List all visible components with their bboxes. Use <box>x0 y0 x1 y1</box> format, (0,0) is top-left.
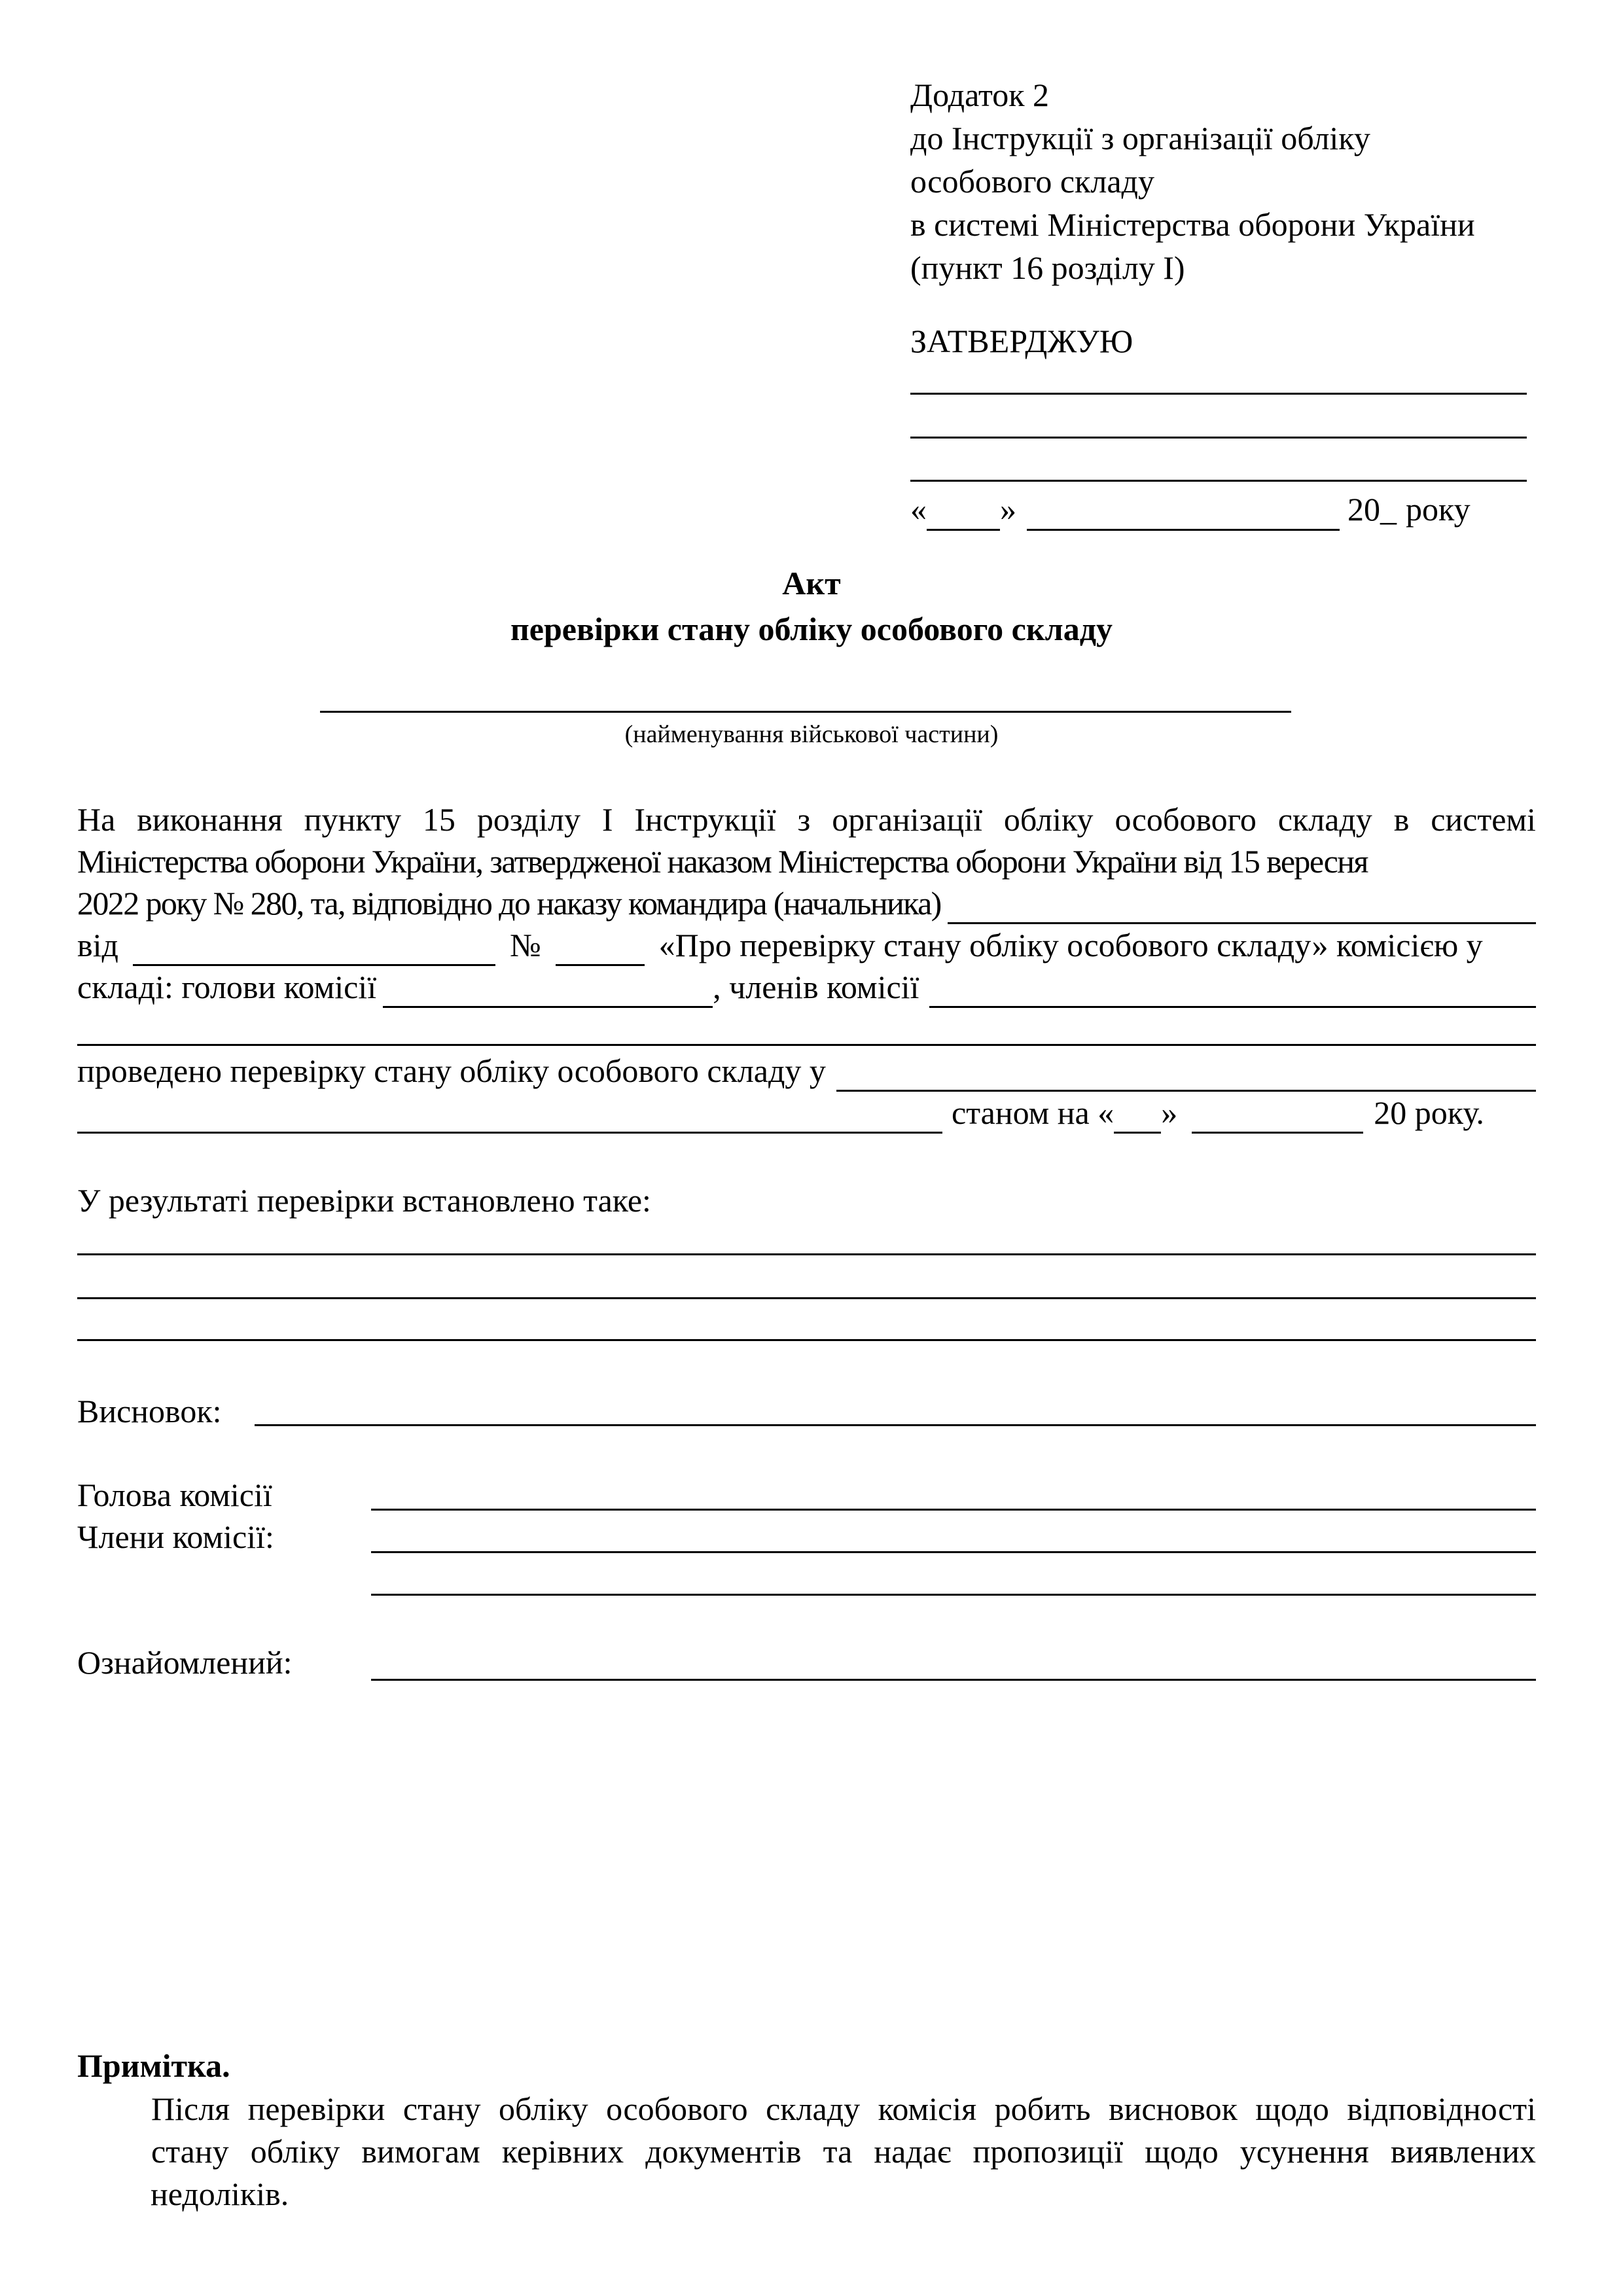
note-word: виявлених <box>1390 2133 1536 2170</box>
approver-name-field[interactable] <box>910 437 1527 439</box>
note-word: Після <box>151 2090 230 2127</box>
note-word: складу <box>766 2090 861 2127</box>
appendix-ref-line: особового складу <box>910 163 1154 200</box>
note-word: робить <box>994 2090 1091 2127</box>
results-label: У результаті перевірки встановлено таке: <box>77 1182 651 1219</box>
note-word: документів <box>645 2133 802 2170</box>
body-word: з <box>797 801 811 838</box>
body-word: 15 <box>422 801 455 838</box>
close-quote: » <box>1000 491 1016 528</box>
appendix-header <box>910 73 1475 289</box>
acknowledged-signature-field[interactable] <box>371 1679 1536 1681</box>
body-word: На <box>77 801 116 838</box>
commission-members-field-continued[interactable] <box>77 1044 1536 1046</box>
commander-name-field[interactable] <box>948 892 1536 924</box>
results-field-line-3[interactable] <box>77 1339 1536 1341</box>
approve-label: ЗАТВЕРДЖУЮ <box>910 323 1133 359</box>
body-line-4 <box>77 924 1536 966</box>
body-line-8 <box>77 1092 1524 1134</box>
unit-name-caption: (найменування військової частини) <box>624 721 999 748</box>
note-word: висновок <box>1108 2090 1238 2127</box>
approval-day-field[interactable] <box>927 496 1000 531</box>
approver-position-field[interactable] <box>910 393 1527 395</box>
acknowledged-label: Ознайомлений: <box>77 1644 293 1681</box>
commission-chair-field[interactable] <box>383 976 713 1008</box>
body-line-7 <box>77 1050 1536 1092</box>
as-of-close-quote: » <box>1161 1094 1178 1131</box>
note-word: щодо <box>1145 2133 1219 2170</box>
appendix-ref-line: в системі Міністерства оборони України <box>910 206 1475 243</box>
order-title-text: «Про перевірку стану обліку особового складу» комісією у <box>658 927 1483 963</box>
body-word: Інструкції <box>634 801 776 838</box>
inspected-unit-field[interactable] <box>836 1060 1536 1092</box>
open-quote: « <box>910 491 927 528</box>
note-body <box>151 2088 1536 2215</box>
body-line-2: Міністерства оборони України, затвердженої наказом Міністерства оборони України від 15 вересня <box>77 843 1368 880</box>
note-word: перевірки <box>247 2090 385 2127</box>
results-field-line-2[interactable] <box>77 1297 1536 1299</box>
note-word: пропозиції <box>972 2133 1124 2170</box>
body-word: в <box>1393 801 1410 838</box>
as-of-text: станом на « <box>952 1094 1115 1131</box>
note-word: обліку <box>250 2133 340 2170</box>
body-word: обліку <box>1003 801 1094 838</box>
document-subtitle: перевірки стану обліку особового складу <box>510 611 1113 647</box>
note-word: стану <box>151 2133 229 2170</box>
note-word: та <box>823 2133 853 2170</box>
note-word: усунення <box>1240 2133 1369 2170</box>
note-word: щодо <box>1255 2090 1329 2127</box>
order-number-sign: № <box>509 927 541 963</box>
body-line-5 <box>77 966 1536 1008</box>
note-word: обліку <box>499 2090 588 2127</box>
commission-members-prefix: , членів комісії <box>713 969 919 1005</box>
chair-label: Голова комісії <box>77 1477 272 1513</box>
commission-members-field[interactable] <box>929 976 1536 1008</box>
order-number-field[interactable] <box>556 934 645 966</box>
inspected-unit-field-continued[interactable] <box>77 1102 942 1134</box>
body-word: складу <box>1277 801 1372 838</box>
conclusion-field[interactable] <box>255 1424 1536 1426</box>
body-word: системі <box>1431 801 1536 838</box>
members-label: Члени комісії: <box>77 1518 274 1555</box>
as-of-day-field[interactable] <box>1114 1102 1161 1134</box>
inspection-done-text: проведено перевірку стану обліку особового складу у <box>77 1052 826 1089</box>
note-title: Примітка. <box>77 2047 230 2084</box>
body-word: І <box>601 801 613 838</box>
commander-order-text: 2022 року № 280, та, відповідно до наказу командира (начальника) <box>77 885 941 922</box>
body-line-3 <box>77 882 1536 924</box>
document-title: Акт <box>782 565 841 601</box>
body-line-1 <box>77 798 1536 840</box>
note-word: відповідності <box>1347 2090 1536 2127</box>
approval-year-suffix: року <box>1406 491 1471 528</box>
body-word: розділу <box>476 801 580 838</box>
note-word: керівних <box>501 2133 624 2170</box>
body-word: пункту <box>304 801 402 838</box>
note-word: особового <box>606 2090 748 2127</box>
member-signature-field-2[interactable] <box>371 1594 1536 1596</box>
as-of-month-field[interactable] <box>1192 1102 1363 1134</box>
approval-date-line <box>910 488 1527 531</box>
note-word: вимогам <box>361 2133 480 2170</box>
note-line-1 <box>151 2088 1536 2130</box>
approver-signature-field[interactable] <box>910 480 1527 482</box>
approval-month-field[interactable] <box>1027 496 1340 531</box>
body-word: організації <box>832 801 983 838</box>
approval-year-prefix: 20_ <box>1347 491 1397 528</box>
note-word: комісія <box>878 2090 977 2127</box>
body-word: особового <box>1115 801 1257 838</box>
note-line-3: недоліків. <box>151 2176 289 2212</box>
member-signature-field-1[interactable] <box>371 1551 1536 1553</box>
note-word: стану <box>402 2090 481 2127</box>
note-line-2 <box>151 2130 1536 2173</box>
chair-signature-field[interactable] <box>371 1509 1536 1511</box>
appendix-ref-line: (пункт 16 розділу І) <box>910 249 1185 286</box>
body-word: виконання <box>137 801 283 838</box>
appendix-number: Додаток 2 <box>910 77 1049 113</box>
order-date-field[interactable] <box>133 934 495 966</box>
order-date-prefix: від <box>77 927 118 963</box>
appendix-ref-line: до Інструкції з організації обліку <box>910 120 1370 156</box>
conclusion-label: Висновок: <box>77 1393 222 1429</box>
results-field-line-1[interactable] <box>77 1253 1536 1255</box>
unit-name-field[interactable] <box>320 711 1291 713</box>
commission-chair-prefix: складі: голови комісії <box>77 969 377 1005</box>
note-word: надає <box>874 2133 952 2170</box>
as-of-year: 20 року. <box>1374 1094 1484 1131</box>
